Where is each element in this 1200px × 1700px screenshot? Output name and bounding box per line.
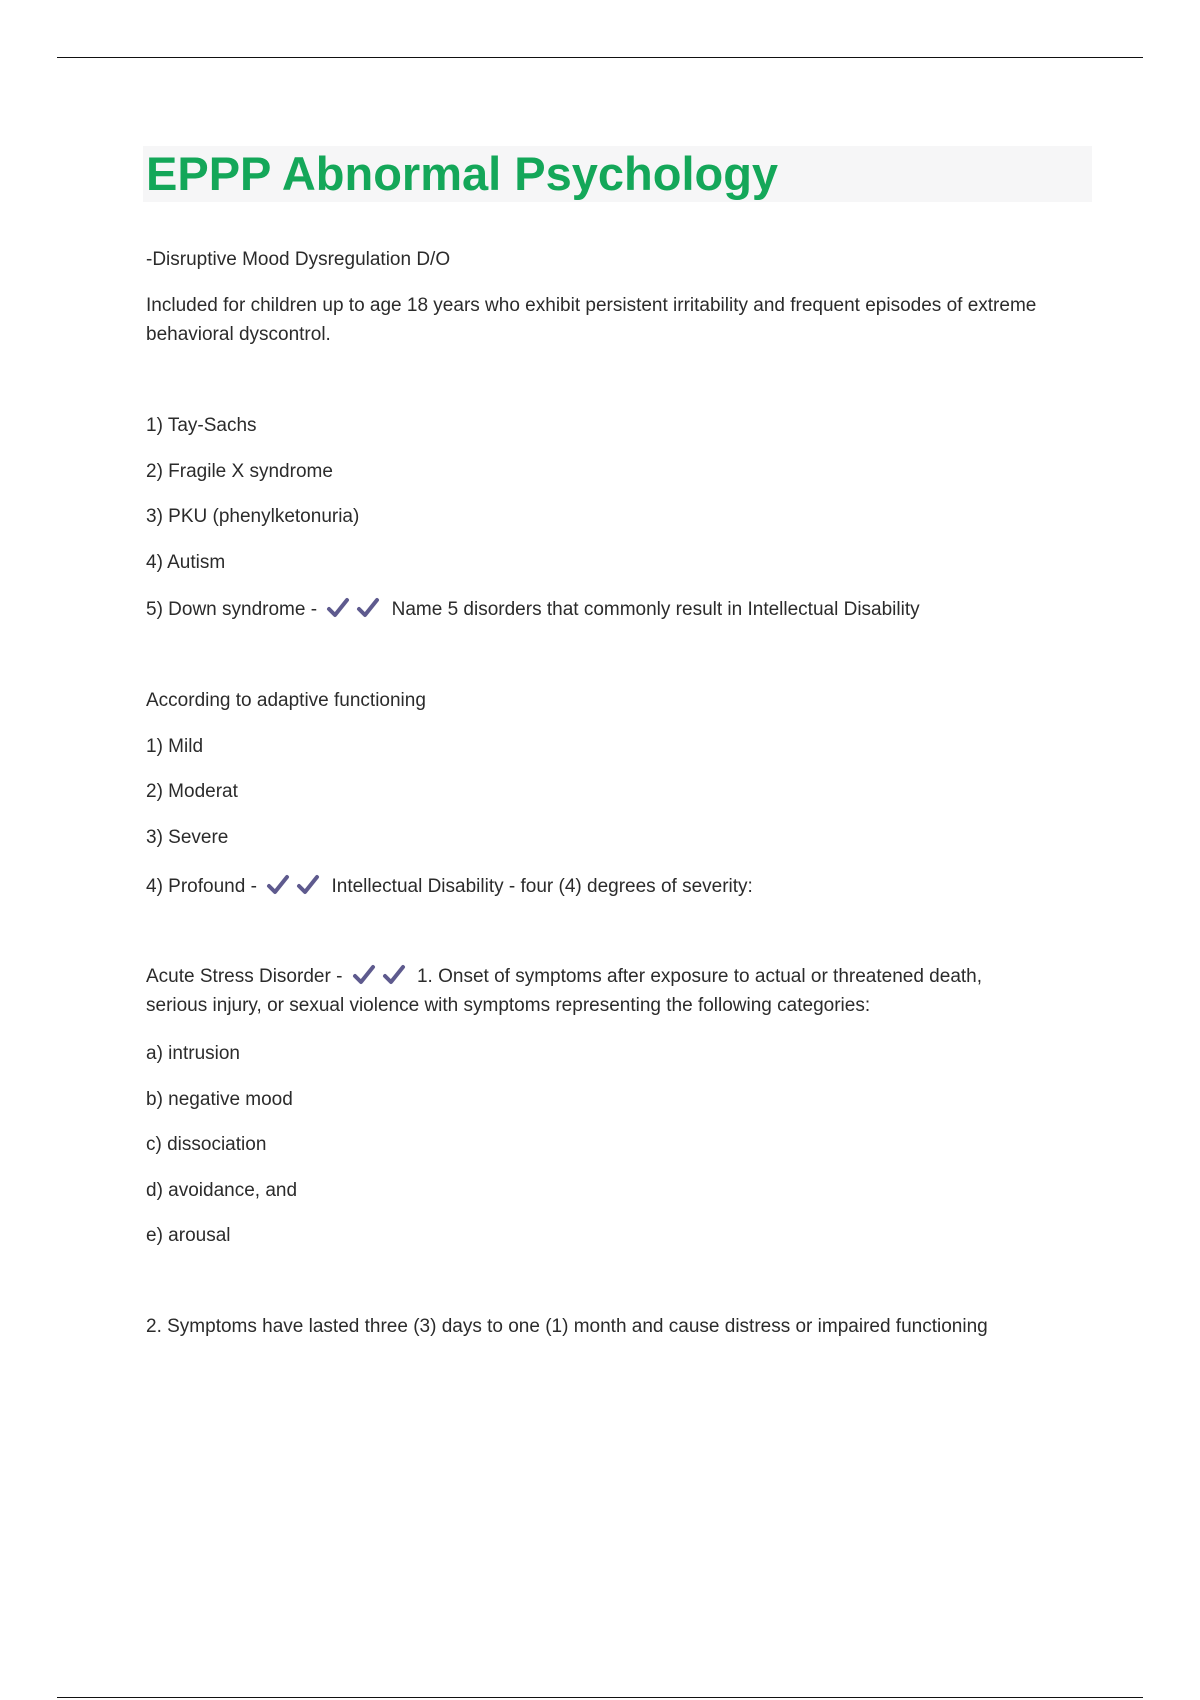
list-item: 2) Fragile X syndrome <box>146 461 333 482</box>
checkmark-icon <box>296 874 320 896</box>
term-prefix: Acute Stress Disorder - <box>146 966 343 987</box>
list-item: e) arousal <box>146 1225 231 1246</box>
list-item: 1) Mild <box>146 736 204 757</box>
card3-intro: According to adaptive functioning <box>146 690 426 711</box>
checkmark-icon <box>356 597 380 619</box>
dmdd-term: -Disruptive Mood Dysregulation D/O <box>146 249 451 270</box>
question-text: Name 5 disorders that commonly result in Intellectual Disability <box>391 599 920 620</box>
question-text: Intellectual Disability - four (4) degrees of severity: <box>331 876 753 897</box>
checkmark-icon <box>382 964 406 986</box>
list-item: b) negative mood <box>146 1089 293 1110</box>
dmdd-definition: Included for children up to age 18 years who exhibit persistent irritability and frequent episodes of extreme behavioral dyscontrol. <box>146 295 1037 345</box>
list-item: 3) PKU (phenylketonuria) <box>146 506 360 527</box>
answer-checkmarks <box>326 597 386 622</box>
checkmark-icon <box>326 597 350 619</box>
list-item: 1) Tay-Sachs <box>146 415 257 436</box>
answer-checkmarks <box>266 874 326 899</box>
top-rule <box>57 57 1143 58</box>
list-item: 4) Autism <box>146 552 226 573</box>
list-item: c) dissociation <box>146 1134 267 1155</box>
bottom-rule <box>57 1697 1143 1698</box>
answer-checkmarks <box>352 962 412 991</box>
checkmark-icon <box>266 874 290 896</box>
list-item-with-answer <box>146 597 920 622</box>
list-item: 2) Moderat <box>146 781 238 802</box>
acute-stress-paragraph <box>146 962 1046 1020</box>
page-title: EPPP Abnormal Psychology <box>146 147 779 200</box>
list-item: d) avoidance, and <box>146 1180 298 1201</box>
definition-text: 1. Onset of symptoms after exposure to actual or threatened death, serious injury, or sexual violence with symptoms representing the following categories: <box>146 966 983 1016</box>
list-item-with-answer <box>146 874 753 899</box>
acute-stress-criterion-2: 2. Symptoms have lasted three (3) days to one (1) month and cause distress or impaired functioning <box>146 1316 988 1337</box>
list-item: a) intrusion <box>146 1043 240 1064</box>
list-item: 3) Severe <box>146 827 229 848</box>
checkmark-icon <box>352 964 376 986</box>
list-item-prefix: 4) Profound - <box>146 876 257 897</box>
list-item-prefix: 5) Down syndrome - <box>146 599 318 620</box>
